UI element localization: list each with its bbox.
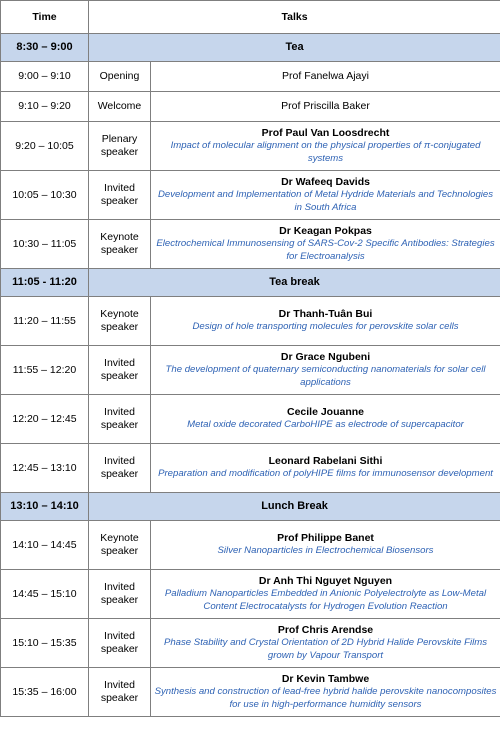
- break-label: Lunch Break: [89, 493, 500, 521]
- talk-type: Invited speaker: [89, 395, 151, 444]
- session-time: 9:10 – 9:20: [1, 92, 89, 122]
- speaker-name: Dr Kevin Tambwe: [281, 673, 370, 686]
- talk-type: Invited speaker: [89, 619, 151, 668]
- talk-title: Palladium Nanoparticles Embedded in Anionic Polyelectrolyte as Low-Metal Content Electrocatalysts for Hydrogen Evolution Reaction: [164, 588, 487, 612]
- speaker-name: Prof Chris Arendse: [277, 624, 374, 637]
- talk-row: [1, 668, 500, 717]
- talk-time: 12:20 – 12:45: [1, 395, 89, 444]
- talk-title: Silver Nanoparticles in Electrochemical Biosensors: [217, 545, 434, 557]
- talk-row: [1, 220, 500, 269]
- break-row: [1, 493, 500, 521]
- speaker-name: Dr Thanh-Tuân Bui: [278, 308, 373, 321]
- talk-row: [1, 297, 500, 346]
- speaker-name: Prof Paul Van Loosdrecht: [261, 127, 390, 140]
- talk-type: Keynote speaker: [89, 297, 151, 346]
- break-label: Tea break: [89, 269, 500, 297]
- talk-title: Electrochemical Immunosensing of SARS-Cov-2 Specific Antibodies: Strategies for Electroanalysis: [156, 238, 495, 262]
- talk-time: 11:55 – 12:20: [1, 346, 89, 395]
- talk-cell: [151, 395, 500, 444]
- talk-row: [1, 521, 500, 570]
- talk-type: Invited speaker: [89, 668, 151, 717]
- talk-type: Invited speaker: [89, 346, 151, 395]
- talk-type: Plenary speaker: [89, 122, 151, 171]
- talk-time: 11:20 – 11:55: [1, 297, 89, 346]
- talk-time: 14:10 – 14:45: [1, 521, 89, 570]
- talk-time: 15:10 – 15:35: [1, 619, 89, 668]
- talk-title: Synthesis and construction of lead-free hybrid halide perovskite nanocomposites for use in high-performance humidity sensors: [154, 686, 497, 710]
- talk-cell: [151, 171, 500, 220]
- talk-time: 12:45 – 13:10: [1, 444, 89, 493]
- speaker-name: Dr Grace Ngubeni: [280, 351, 371, 364]
- talk-row: [1, 395, 500, 444]
- speaker-name: Dr Anh Thi Nguyet Nguyen: [258, 575, 393, 588]
- session-row: [1, 92, 500, 122]
- talk-cell: [151, 570, 500, 619]
- break-time: 13:10 – 14:10: [1, 493, 89, 521]
- talk-time: 10:30 – 11:05: [1, 220, 89, 269]
- speaker-name: Dr Wafeeq Davids: [281, 176, 370, 189]
- talk-cell: [151, 346, 500, 395]
- talk-type: Invited speaker: [89, 171, 151, 220]
- talk-title: Phase Stability and Crystal Orientation of 2D Hybrid Halide Perovskite Films grown by Vapour Transport: [163, 637, 488, 661]
- talk-row: [1, 122, 500, 171]
- session-row: [1, 62, 500, 92]
- talk-title: Preparation and modification of polyHIPE films for immunosensor development: [158, 468, 493, 480]
- talk-row: [1, 346, 500, 395]
- session-type: Welcome: [89, 92, 151, 122]
- speaker-name: Cecile Jouanne: [286, 406, 365, 419]
- talk-row: [1, 444, 500, 493]
- speaker-name: Leonard Rabelani Sithi: [268, 455, 383, 468]
- talk-time: 10:05 – 10:30: [1, 171, 89, 220]
- talk-type: Keynote speaker: [89, 220, 151, 269]
- talk-title: The development of quaternary semiconducting nanomaterials for solar cell applications: [165, 364, 486, 388]
- session-speaker: Prof Priscilla Baker: [151, 92, 500, 122]
- talk-cell: [151, 220, 500, 269]
- talk-title: Design of hole transporting molecules for perovskite solar cells: [192, 321, 459, 333]
- talk-type: Invited speaker: [89, 570, 151, 619]
- break-time: 11:05 - 11:20: [1, 269, 89, 297]
- talk-cell: [151, 297, 500, 346]
- header-talks: Talks: [89, 1, 500, 34]
- talk-title: Development and Implementation of Metal Hydride Materials and Technologies in South Africa: [157, 189, 494, 213]
- talk-time: 15:35 – 16:00: [1, 668, 89, 717]
- break-row: [1, 34, 500, 62]
- talk-row: [1, 619, 500, 668]
- talk-time: 9:20 – 10:05: [1, 122, 89, 171]
- speaker-name: Prof Philippe Banet: [277, 532, 374, 545]
- session-time: 9:00 – 9:10: [1, 62, 89, 92]
- speaker-name: Dr Keagan Pokpas: [279, 225, 372, 238]
- talk-cell: [151, 619, 500, 668]
- talk-cell: [151, 668, 500, 717]
- talk-row: [1, 570, 500, 619]
- talk-row: [1, 171, 500, 220]
- header-time: Time: [1, 1, 89, 34]
- talk-title: Impact of molecular alignment on the physical properties of π-conjugated systems: [170, 140, 481, 164]
- talk-cell: [151, 122, 500, 171]
- talk-cell: [151, 521, 500, 570]
- talk-title: Metal oxide decorated CarboHIPE as electrode of supercapacitor: [187, 419, 464, 431]
- talk-type: Keynote speaker: [89, 521, 151, 570]
- header-row: [1, 1, 500, 34]
- talk-time: 14:45 – 15:10: [1, 570, 89, 619]
- session-type: Opening: [89, 62, 151, 92]
- talk-cell: [151, 444, 500, 493]
- session-speaker: Prof Fanelwa Ajayi: [151, 62, 500, 92]
- break-label: Tea: [89, 34, 500, 62]
- talk-type: Invited speaker: [89, 444, 151, 493]
- break-time: 8:30 – 9:00: [1, 34, 89, 62]
- break-row: [1, 269, 500, 297]
